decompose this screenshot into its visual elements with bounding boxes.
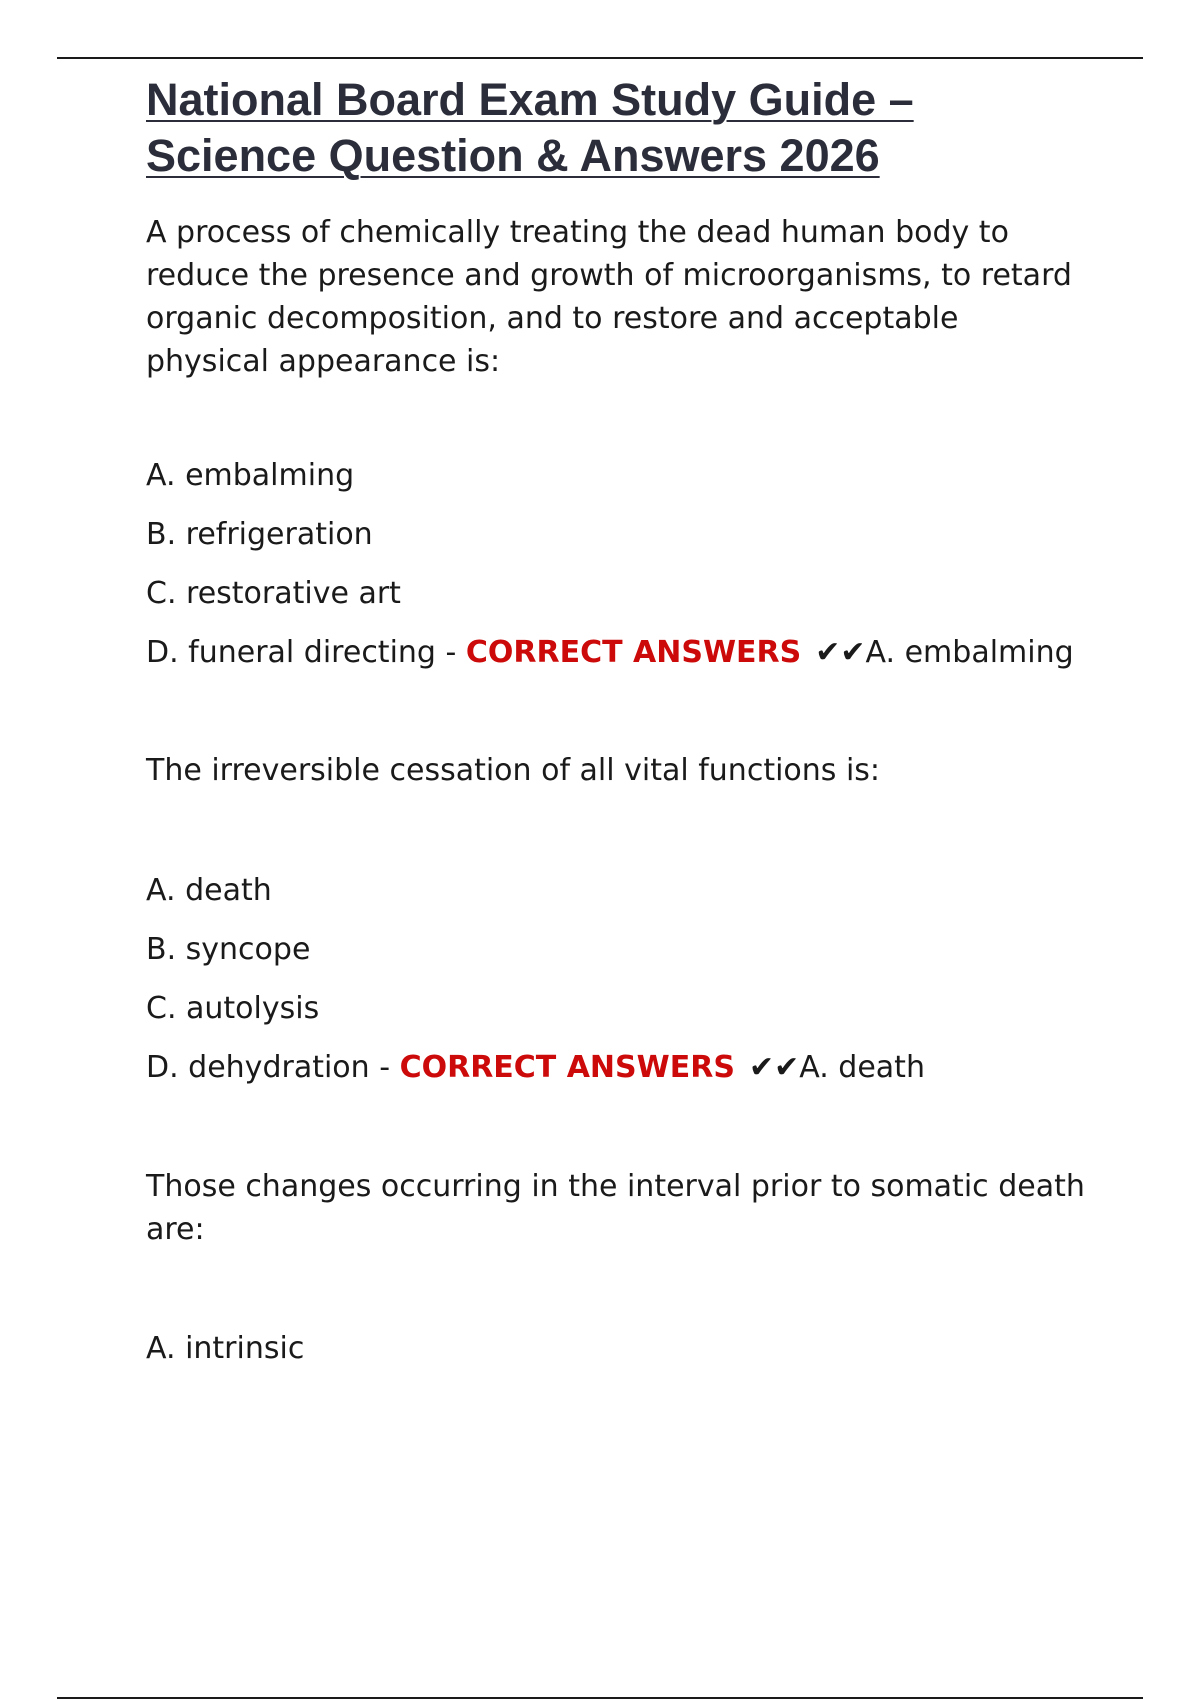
question-3-prompt: Those changes occurring in the interval prior to somatic death are: [146,1169,1085,1247]
check-marks-icon: ✔✔ [815,635,866,670]
title-line-2: Science Question & Answers 2026 [146,130,880,181]
document-title [146,72,1086,184]
check-marks-icon: ✔✔ [748,1050,800,1085]
question-1-answer: A. embalming [865,635,1074,670]
question-2-option-b: B. syncope [146,932,311,967]
question-1-option-d-text: D. funeral directing - [146,635,466,670]
question-1-option-a: A. embalming [146,458,355,493]
document-body [146,72,1086,1370]
question-2-option-d [146,1046,1086,1089]
question-1-option-c: C. restorative art [146,576,401,611]
title-line-1: National Board Exam Study Guide – [146,74,914,125]
bottom-rule [57,1697,1143,1699]
question-3-option-a: A. intrinsic [146,1331,305,1366]
correct-answers-label: CORRECT ANSWERS [399,1050,735,1085]
question-2-option-d-text: D. dehydration - [146,1050,400,1085]
top-rule [57,57,1143,59]
question-2-option-c: C. autolysis [146,991,320,1026]
question-2-answer: A. death [799,1050,925,1085]
question-1-option-d [146,631,1086,674]
question-2-prompt: The irreversible cessation of all vital functions is: [146,753,881,788]
question-2-option-a: A. death [146,873,272,908]
question-1-prompt: A process of chemically treating the dead human body to reduce the presence and growth of microorganisms, to retard organic decomposition, and to restore and acceptable physical appearance is: [146,215,1072,379]
question-1-option-b: B. refrigeration [146,517,373,552]
correct-answers-label: CORRECT ANSWERS [465,635,802,670]
